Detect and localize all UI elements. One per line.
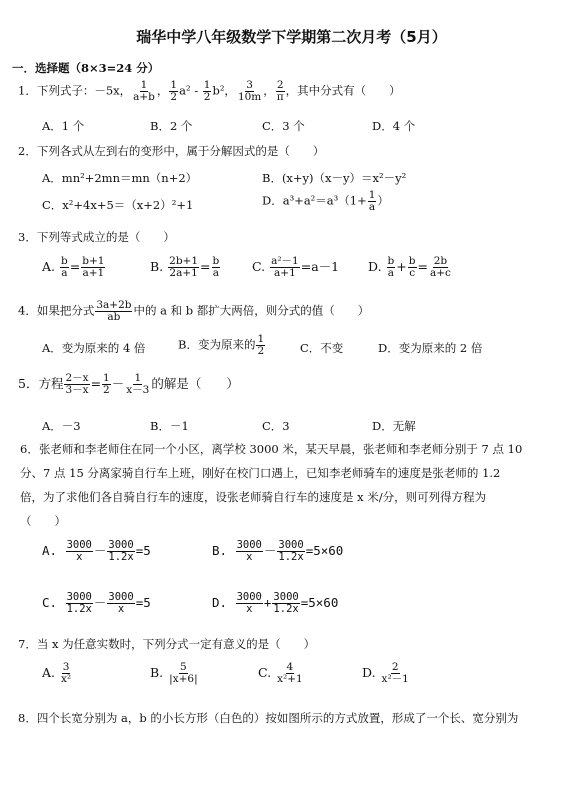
q6-option-a[interactable]: A. $\frac{3000}{x}$ － $\frac{3000}{1.2x}$ =5 (42, 539, 151, 564)
question-4-stem: 4．如果把分式 $\frac{3a+2b}{ab}$ 中的 a 和 b 都扩大两倍，则分式的值（ ） (18, 299, 370, 324)
q7-option-b[interactable]: B. $\frac{5}{|x+6|}$ (150, 661, 198, 686)
q4-option-b[interactable]: B．变为原来的 $\frac{1}{2}$ (178, 333, 265, 358)
q5-option-b[interactable]: B．－1 (150, 419, 189, 433)
question-8-stem: 8．四个长宽分别为 a，b 的小长方形（白色的）按如图所示的方式放置，形成了一个长、宽分别为 (18, 711, 519, 725)
q7-option-d[interactable]: D. $\frac{2}{\text{x²－1}}$ (362, 661, 409, 686)
fraction: $\frac{1}{2}$ (103, 372, 110, 397)
q1-option-d[interactable]: D．4 个 (372, 119, 416, 133)
q2-option-d[interactable]: D．a³+a²＝a³（1+ $\frac{1}{a}$ ） (262, 189, 389, 214)
question-3-stem: 3．下列等式成立的是（ ） (18, 230, 175, 244)
fraction: $\frac{3}{\text{x²}}$ (61, 661, 72, 686)
fraction: $\frac{3000}{1.2x}$ (278, 539, 304, 564)
fraction: $\frac{1}{2}$ (203, 79, 211, 104)
q4-option-a[interactable]: A．变为原来的 4 倍 (42, 341, 146, 355)
fraction: $\frac{3000}{x}$ (236, 591, 262, 616)
fraction: $\frac{b}{a}$ (387, 255, 395, 280)
fraction: $\frac{1}{2}$ (170, 79, 178, 104)
fraction: $\frac{3a+2b}{ab}$ (96, 299, 132, 324)
question-6-stem: 6．张老师和李老师住在同一个小区，离学校 3000 米，某天早晨，张老师和李老师分别于 7 点 10 分、7 点 15 分离家骑自行车上班，刚好在校门口遇上，已知李老师骑车的速度是张老师的 1.2 倍，为了求他们各自骑自行车的速度，设张老师骑自行车的速度是 x 米/分，则可列得方程为 （ ） (20, 442, 523, 528)
q5-option-c[interactable]: C．3 (262, 419, 290, 433)
q3-option-c[interactable]: C. $\frac{\text{a²－1}}{a+1}$ =a－1 (252, 255, 340, 280)
q3-option-d[interactable]: D. $\frac{b}{a}$ + $\frac{b}{c}$ = $\frac{2b}{a+c}$ (368, 255, 451, 280)
fraction: $\frac{3000}{1.2x}$ (273, 591, 299, 616)
q5-option-d[interactable]: D．无解 (372, 419, 416, 433)
fraction: $\frac{5}{|x+6|}$ (169, 661, 198, 686)
q2-option-b[interactable]: B．(x+y)（x－y）＝x²－y² (262, 171, 407, 185)
fraction: $\frac{b+1}{a+1}$ (82, 255, 105, 280)
q7-option-c[interactable]: C. $\frac{4}{\text{x²+1}}$ (258, 661, 303, 686)
q4-option-c[interactable]: C．不变 (300, 341, 344, 355)
fraction: $\frac{2-x}{3-x}$ (65, 372, 89, 397)
fraction: $\frac{1}{x-3}$ (126, 372, 150, 397)
fraction: $\frac{2}{\pi}$ (276, 79, 284, 104)
q5-option-a[interactable]: A．－3 (42, 419, 81, 433)
section-heading: 一．选择题（8×3=24 分） (12, 61, 160, 75)
question-7-stem: 7．当 x 为任意实数时，下列分式一定有意义的是（ ） (18, 637, 316, 651)
q6-option-d[interactable]: D. $\frac{3000}{x}$ + $\frac{3000}{1.2x}$ =5×60 (212, 591, 339, 616)
fraction: $\frac{4}{\text{x²+1}}$ (277, 661, 303, 686)
q1-option-a[interactable]: A．1 个 (42, 119, 85, 133)
fraction: $\frac{3000}{1.2x}$ (108, 539, 134, 564)
q1-option-b[interactable]: B．2 个 (150, 119, 193, 133)
fraction: $\frac{3000}{x}$ (108, 591, 134, 616)
q6-option-b[interactable]: B. $\frac{3000}{x}$ － $\frac{3000}{1.2x}$ =5×60 (212, 539, 344, 564)
fraction: $\frac{2}{\text{x²－1}}$ (381, 661, 409, 686)
fraction: $\frac{1}{2}$ (257, 333, 265, 358)
fraction: $\frac{2b+1}{2a+1}$ (169, 255, 199, 280)
fraction: $\frac{3}{10m}$ (237, 79, 262, 104)
q7-option-a[interactable]: A. $\frac{3}{\text{x²}}$ (42, 661, 72, 686)
question-1-stem: 1．下列式子：－5x， $\frac{1}{a+b}$ ， $\frac{1}{2}$ a² - $\frac{1}{2}$ b²， $\frac{3}{10m}$ ， $\frac{2}{\pi}$ ，其中分式有（ ） (18, 79, 401, 104)
fraction: $\frac{2b}{a+c}$ (429, 255, 451, 280)
fraction: $\frac{1}{a}$ (368, 189, 376, 214)
exam-title: 瑞华中学八年级数学下学期第二次月考（5月） (136, 28, 447, 46)
q2-option-a[interactable]: A．mn²+2mn＝mn（n+2） (42, 171, 198, 185)
fraction: $\frac{b}{a}$ (61, 255, 68, 280)
fraction: $\frac{1}{a+b}$ (133, 79, 155, 104)
q4-option-d[interactable]: D．变为原来的 2 倍 (378, 341, 483, 355)
fraction: $\frac{3000}{1.2x}$ (66, 591, 92, 616)
q3-option-b[interactable]: B. $\frac{2b+1}{2a+1}$ = $\frac{b}{a}$ (150, 255, 220, 280)
question-2-stem: 2．下列各式从左到右的变形中，属于分解因式的是（ ） (18, 144, 325, 158)
fraction: $\frac{\text{a²－1}}{a+1}$ (271, 255, 299, 280)
q2-option-c[interactable]: C．x²+4x+5＝（x+2）²+1 (42, 198, 194, 212)
q3-option-a[interactable]: A. $\frac{b}{a}$ = $\frac{b+1}{a+1}$ (42, 255, 105, 280)
q1-option-c[interactable]: C．3 个 (262, 119, 305, 133)
fraction: $\frac{b}{c}$ (408, 255, 416, 280)
fraction: $\frac{3000}{x}$ (66, 539, 92, 564)
question-5-stem: 5．方程 $\frac{2-x}{3-x}$ = $\frac{1}{2}$ － $\frac{1}{x-3}$ 的解是（ ） (18, 372, 239, 397)
q6-option-c[interactable]: C. $\frac{3000}{1.2x}$ － $\frac{3000}{x}$ =5 (42, 591, 151, 616)
fraction: $\frac{3000}{x}$ (236, 539, 262, 564)
fraction: $\frac{b}{a}$ (212, 255, 220, 280)
